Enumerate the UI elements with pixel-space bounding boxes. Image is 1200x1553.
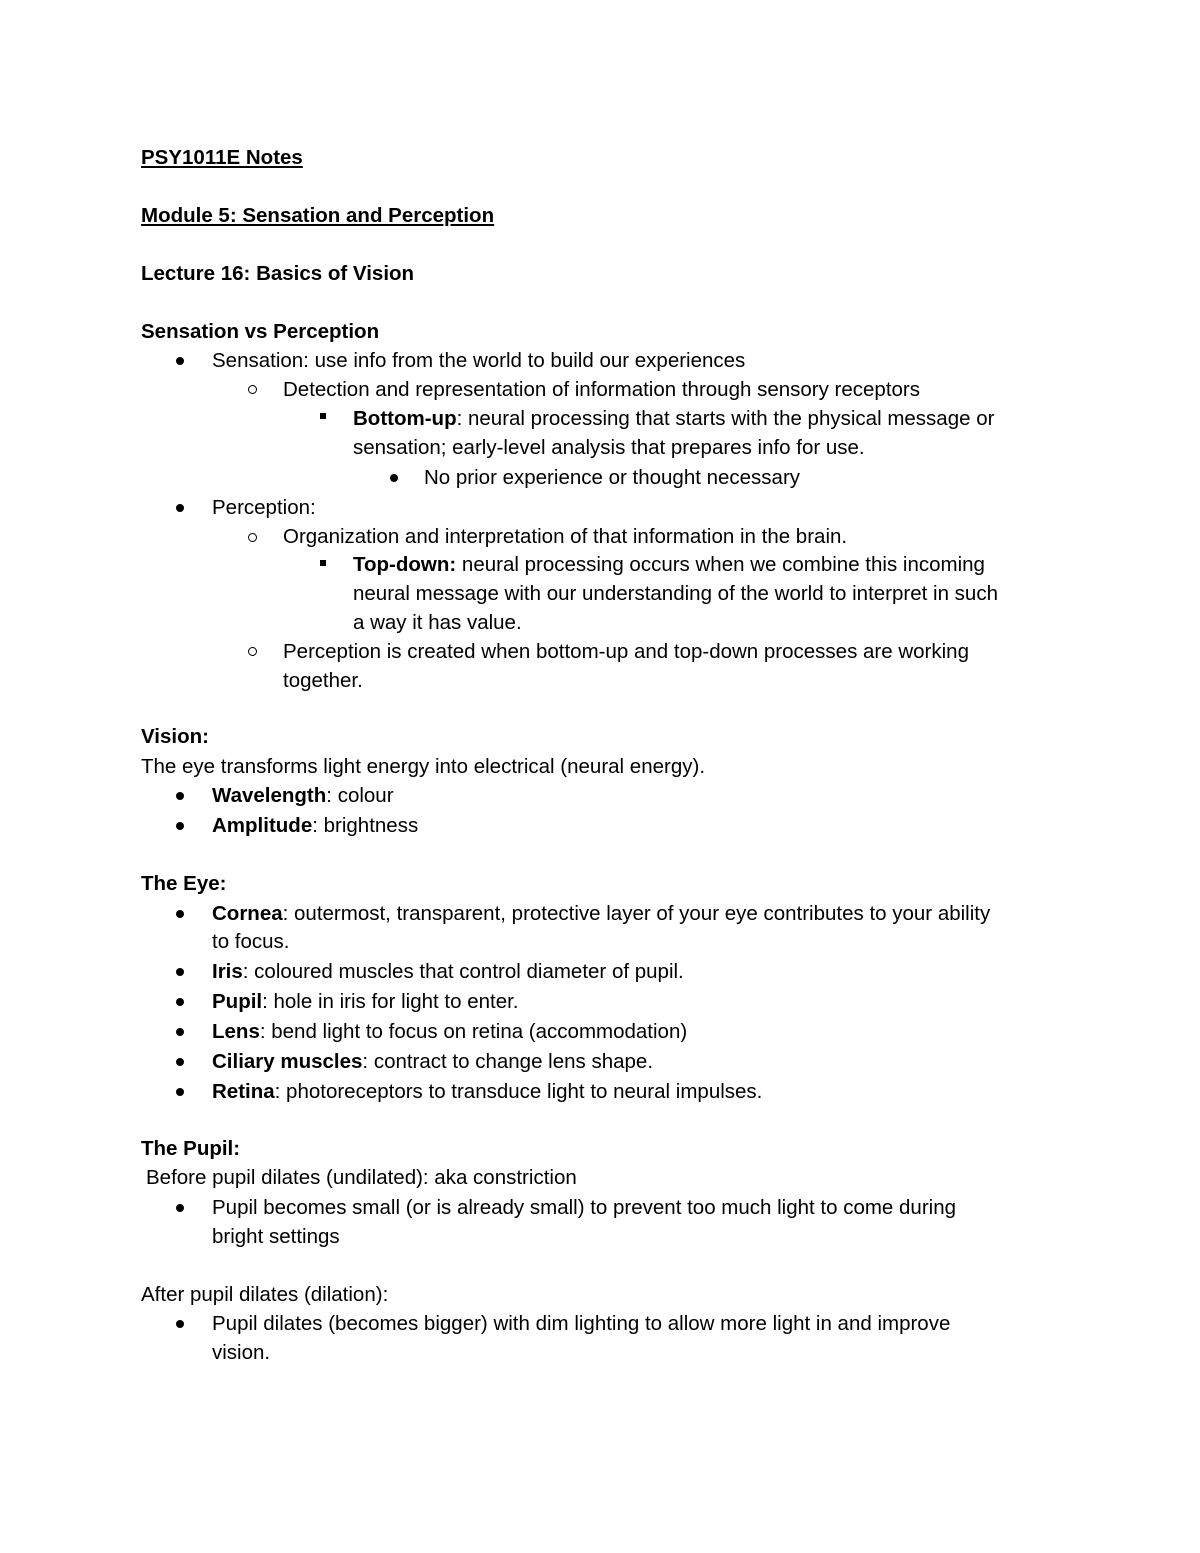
bullet-disc-icon — [176, 1204, 184, 1212]
bottom-up-desc-line1: : neural processing that starts with the physical message or — [456, 407, 995, 430]
bullet-disc-icon — [390, 474, 398, 482]
pupil-after-label: After pupil dilates (dilation): — [141, 1283, 389, 1306]
term-cornea: Cornea — [212, 902, 283, 925]
section-heading-eye: The Eye: — [141, 872, 227, 895]
term-ciliary-muscles: Ciliary muscles — [212, 1050, 363, 1073]
section-heading-pupil: The Pupil: — [141, 1137, 241, 1160]
top-down-desc-line1: neural processing occurs when we combine this incoming — [456, 553, 985, 576]
bullet-disc-icon — [176, 792, 184, 800]
section-heading-vision: Vision: — [141, 725, 209, 748]
module-heading: Module 5: Sensation and Perception — [141, 204, 495, 227]
bullet-disc-icon — [176, 998, 184, 1006]
bottom-up-desc-line2: sensation; early-level analysis that prepares info for use. — [353, 436, 865, 459]
bullet-disc-icon — [176, 910, 184, 918]
cornea-desc-line1: : outermost, transparent, protective layer of your eye contributes to your ability — [282, 902, 991, 925]
term-iris: Iris — [212, 960, 243, 983]
bullet-square-icon — [320, 560, 326, 566]
amplitude-desc: : brightness — [312, 814, 419, 837]
pupil-desc: : hole in iris for light to enter. — [262, 990, 519, 1013]
bullet-disc-icon — [176, 504, 184, 512]
list-item-pupil-dilates: Pupil dilates (becomes bigger) with dim lighting to allow more light in and improve — [212, 1312, 951, 1335]
bullet-disc-icon — [176, 1320, 184, 1328]
list-item-pupil — [212, 990, 519, 1014]
bullet-disc-icon — [176, 1028, 184, 1036]
bullet-circle-icon — [248, 647, 257, 656]
list-item-detection: Detection and representation of information through sensory receptors — [283, 378, 921, 401]
list-item-top-down — [353, 553, 985, 577]
bullet-circle-icon — [248, 385, 257, 394]
top-down-desc-line2: neural message with our understanding of the world to interpret in such — [353, 582, 998, 605]
list-item-no-prior: No prior experience or thought necessary — [424, 466, 801, 489]
list-item-iris — [212, 960, 684, 984]
bullet-disc-icon — [176, 822, 184, 830]
bullet-disc-icon — [176, 1058, 184, 1066]
bullet-disc-icon — [176, 357, 184, 365]
list-item-cornea — [212, 902, 990, 926]
pupil-before-label: Before pupil dilates (undilated): aka constriction — [146, 1166, 577, 1189]
list-item-amplitude — [212, 814, 418, 838]
retina-desc: : photoreceptors to transduce light to neural impulses. — [274, 1080, 763, 1103]
pupil-small-line2: bright settings — [212, 1225, 340, 1248]
term-pupil: Pupil — [212, 990, 263, 1013]
term-amplitude: Amplitude — [212, 814, 313, 837]
lens-desc: : bend light to focus on retina (accommodation) — [259, 1020, 688, 1043]
pupil-dilates-line2: vision. — [212, 1341, 271, 1364]
term-wavelength: Wavelength — [212, 784, 327, 807]
list-item-retina — [212, 1080, 762, 1104]
term-top-down: Top-down: — [353, 553, 457, 576]
list-item-sensation: Sensation: use info from the world to build our experiences — [212, 349, 746, 372]
bullet-disc-icon — [176, 1088, 184, 1096]
term-lens: Lens — [212, 1020, 260, 1043]
list-item-lens — [212, 1020, 687, 1044]
list-item-bottom-up — [353, 407, 994, 431]
list-item-ciliary — [212, 1050, 653, 1074]
document-title: PSY1011E Notes — [141, 146, 303, 169]
list-item-wavelength — [212, 784, 394, 808]
lecture-heading: Lecture 16: Basics of Vision — [141, 262, 415, 285]
top-down-desc-line3: a way it has value. — [353, 611, 522, 634]
ciliary-desc: : contract to change lens shape. — [362, 1050, 654, 1073]
bullet-disc-icon — [176, 968, 184, 976]
list-item-organization: Organization and interpretation of that information in the brain. — [283, 525, 848, 548]
cornea-desc-line2: to focus. — [212, 930, 290, 953]
list-item-perception: Perception: — [212, 496, 316, 519]
bullet-square-icon — [320, 413, 326, 419]
iris-desc: : coloured muscles that control diameter of pupil. — [242, 960, 684, 983]
term-retina: Retina — [212, 1080, 275, 1103]
term-bottom-up: Bottom-up — [353, 407, 457, 430]
wavelength-desc: : colour — [326, 784, 394, 807]
list-item-perception-created: Perception is created when bottom-up and top-down processes are working — [283, 640, 969, 663]
bullet-circle-icon — [248, 533, 257, 542]
vision-intro: The eye transforms light energy into electrical (neural energy). — [141, 755, 706, 778]
list-item-pupil-small: Pupil becomes small (or is already small) to prevent too much light to come during — [212, 1196, 957, 1219]
perception-created-line2: together. — [283, 669, 363, 692]
section-heading-sensation-perception: Sensation vs Perception — [141, 320, 380, 343]
